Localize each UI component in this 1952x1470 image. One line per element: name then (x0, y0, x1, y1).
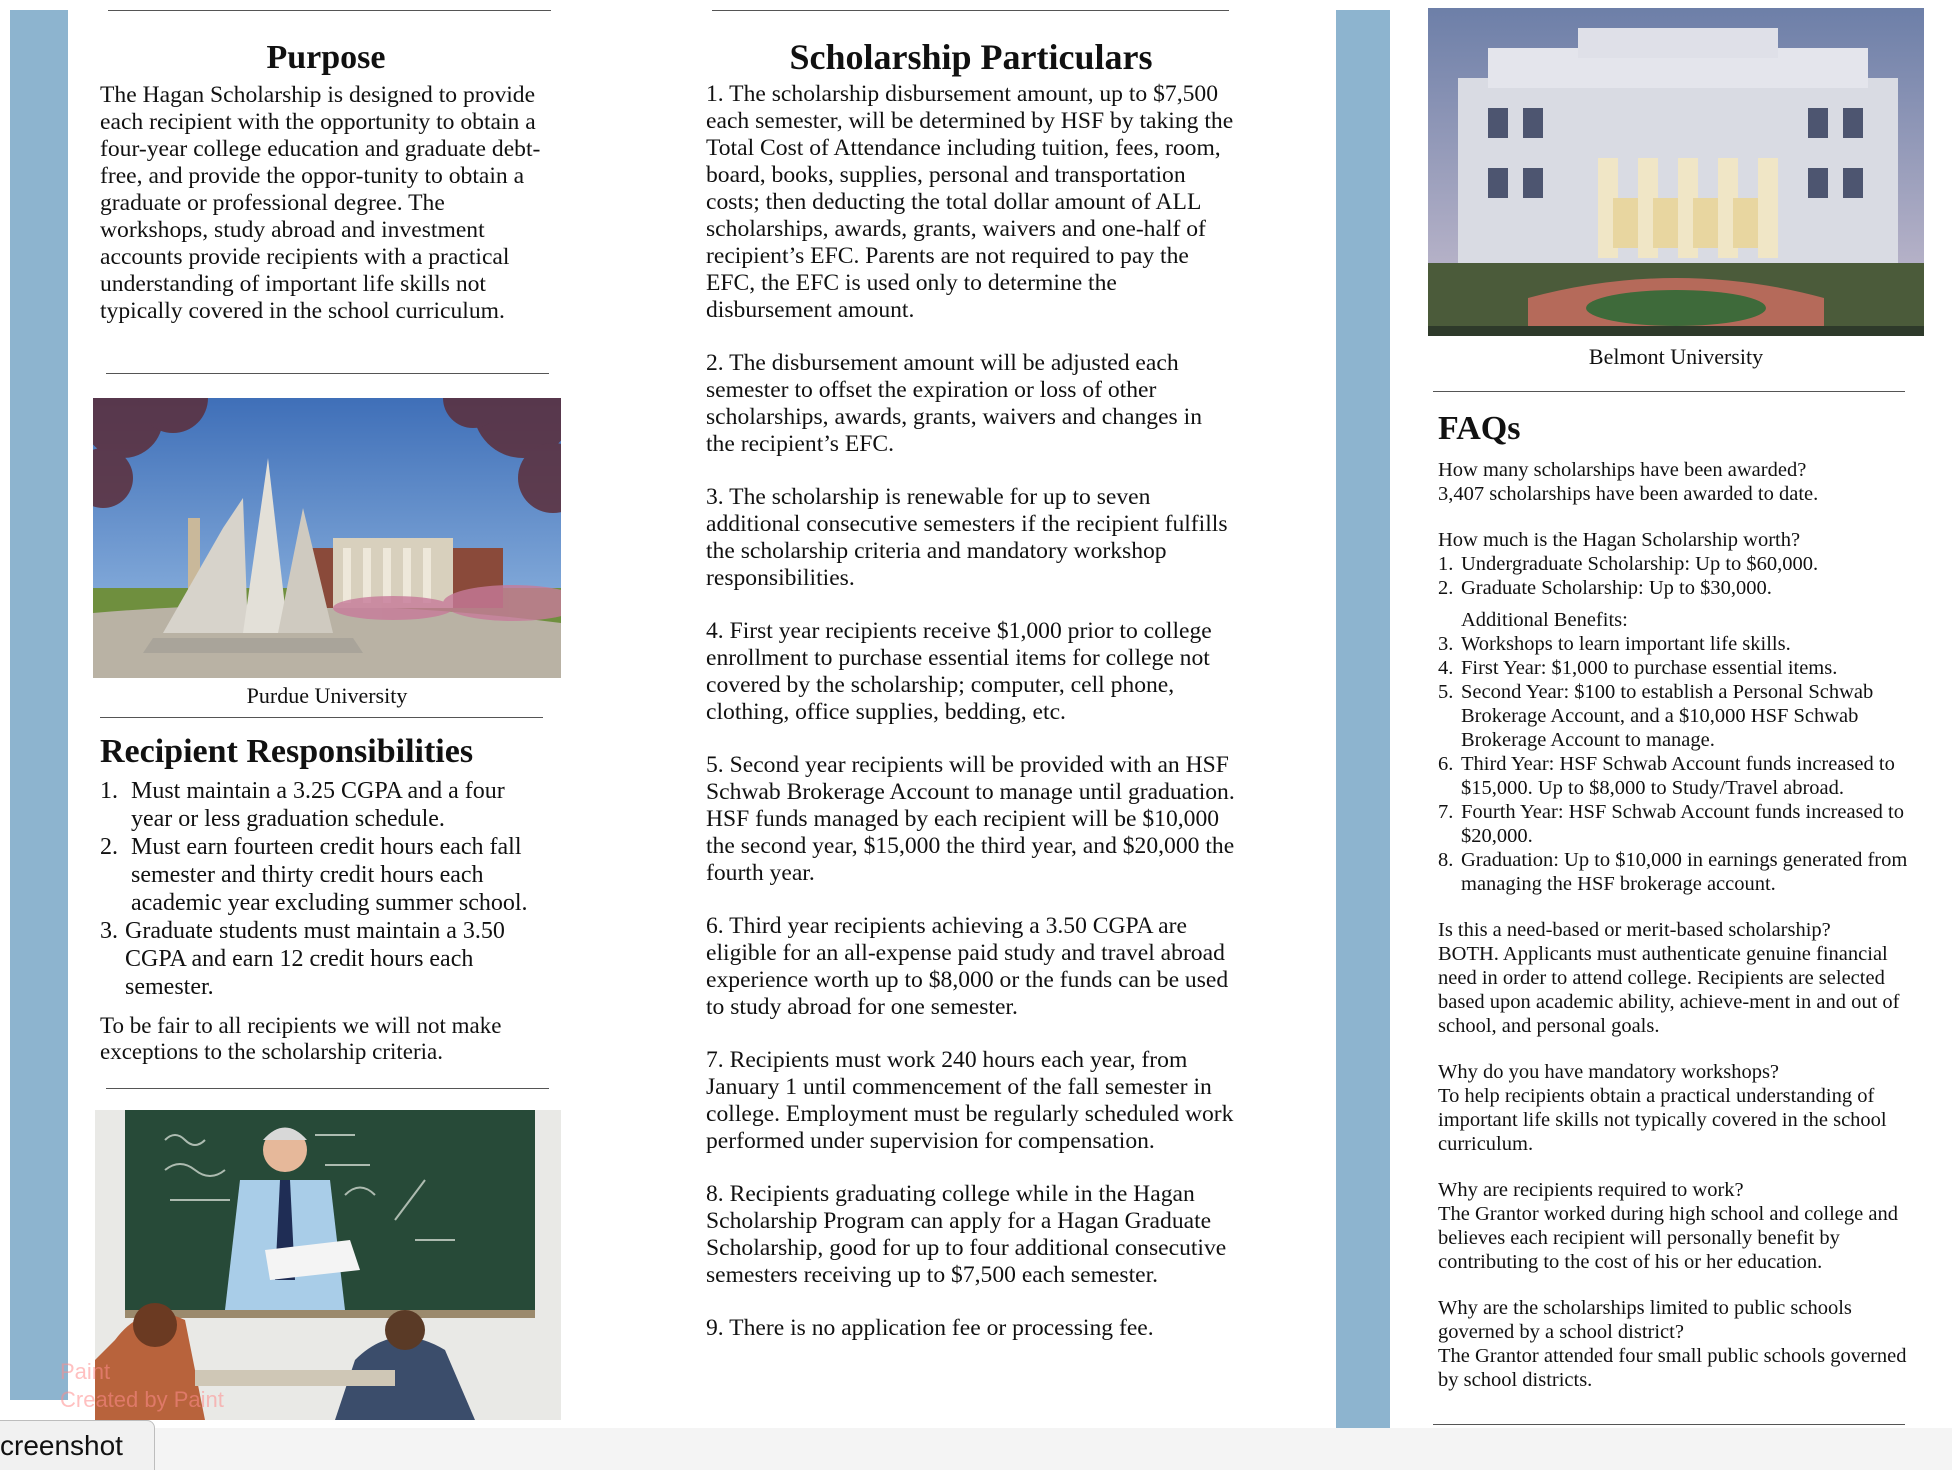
purdue-university-caption: Purdue University (246, 683, 408, 708)
list-item: 2. The disbursement amount will be adjusted each semester to offset the expiration or loss of other scholarships, awards, grants, waivers and changes in the recipient’s EFC. (706, 350, 1202, 457)
list-item: 3. Graduate students must maintain a 3.50 CGPA and earn 12 credit hours each semester. (100, 918, 505, 1000)
list-item: 6. Third Year: HSF Schwab Account funds increased to $15,000. Up to $8,000 to Study/Travel abroad. (1438, 753, 1895, 799)
list-item: 2. Must earn fourteen credit hours each fall semester and thirty credit hours each academic year excluding summer school. (100, 834, 528, 916)
list-item: 8. Graduation: Up to $10,000 in earnings generated from managing the HSF brokerage account. (1438, 849, 1908, 895)
faq-item (1438, 918, 1930, 1038)
additional-benefits-label: Additional Benefits: (1461, 609, 1628, 631)
belmont-university-caption: Belmont University (1588, 344, 1764, 369)
purdue-university-photo (93, 398, 561, 678)
list-item: 7. Fourth Year: HSF Schwab Account funds increased to $20,000. (1438, 801, 1904, 847)
divider (108, 10, 551, 11)
paint-watermark: Paint Created by Paint (60, 1359, 224, 1412)
particulars-title: Scholarship Particulars (789, 37, 1153, 77)
divider (100, 717, 543, 718)
recipient-responsibilities-section (100, 733, 552, 1065)
list-item: 4. First year recipients receive $1,000 prior to college enrollment to purchase essential items for college not covered by the scholarship; computer, cell phone, clothing, office supplies, bedding, etc. (706, 618, 1212, 725)
faq-item (1438, 1178, 1930, 1274)
faq-answer: The Grantor attended four small public schools governed by school districts. (1438, 1345, 1907, 1391)
list-item: 5. Second year recipients will be provided with an HSF Schwab Brokerage Account to manage until graduation. HSF funds managed by each recipient will be $10,000 the second year, $15,000 the third year, and $20,000 the fourth year. (706, 752, 1235, 886)
list-item: 6. Third year recipients achieving a 3.50 CGPA are eligible for an all-expense paid study and travel abroad experience worth up to $8,000 or the funds can be used to study abroad for one semester. (706, 913, 1229, 1020)
divider (106, 1088, 549, 1089)
faq-question: Why are recipients required to work? (1438, 1179, 1744, 1201)
list-item: 4. First Year: $1,000 to purchase essential items. (1438, 657, 1838, 679)
faq-answer: 3,407 scholarships have been awarded to date. (1438, 483, 1819, 505)
faq-section (1438, 410, 1930, 1392)
faq-list (1438, 458, 1930, 1392)
faq-question: Is this a need-based or merit-based scholarship? (1438, 919, 1831, 941)
list-item: 3. Workshops to learn important life skills. (1438, 633, 1791, 655)
faq-question: How much is the Hagan Scholarship worth? (1438, 529, 1801, 551)
divider (1433, 391, 1905, 392)
responsibilities-title: Recipient Responsibilities (100, 733, 474, 770)
belmont-university-photo (1428, 8, 1924, 336)
list-item: 1. The scholarship disbursement amount, up to $7,500 each semester, will be determined by HSF by taking the Total Cost of Attendance including tuition, fees, room, board, books, supplies, personal and transportation costs; then deducting the total dollar amount of ALL scholarships, awards, grants, waivers and one-half of recipient’s EFC. Parents are not required to pay the EFC, the EFC is used only to determine the disbursement amount. (706, 81, 1234, 323)
divider (712, 10, 1229, 11)
faq-question: Why are the scholarships limited to public schools governed by a school district? (1438, 1297, 1852, 1343)
faq-answer: To help recipients obtain a practical understanding of important life skills not typically covered in the school curriculum. (1438, 1085, 1887, 1155)
particulars-list (706, 81, 1236, 1342)
divider (106, 373, 549, 374)
fairness-note: To be fair to all recipients we will not make exceptions to the scholarship criteria. (100, 1013, 502, 1064)
faq-title: FAQs (1438, 410, 1521, 447)
screenshot-tab[interactable]: creenshot (0, 1420, 155, 1470)
list-item: 5. Second Year: $100 to establish a Personal Schwab Brokerage Account, and a $10,000 HSF Schwab Brokerage Account to manage. (1438, 681, 1874, 751)
right-blue-bar (1336, 10, 1390, 1430)
benefits-list (1438, 632, 1930, 896)
list-item: 2. Graduate Scholarship: Up to $30,000. (1438, 577, 1772, 599)
faq-answer: BOTH. Applicants must authenticate genuine financial need in order to attend college. Recipients are selected based upon academic ability, achieve-ment in and out of school, and personal goals. (1438, 943, 1900, 1037)
list-item: 7. Recipients must work 240 hours each year, from January 1 until commencement of the fall semester in college. Employment must be regularly scheduled work performed under supervision for compensation. (706, 1047, 1234, 1154)
purpose-section (100, 38, 552, 325)
worth-list (1438, 552, 1930, 600)
list-item: 3. The scholarship is renewable for up to seven additional consecutive semesters if the recipient fulfills the scholarship criteria and mandatory workshop responsibilities. (706, 484, 1228, 591)
faq-question: How many scholarships have been awarded? (1438, 459, 1807, 481)
faq-item (1438, 458, 1930, 506)
faq-item (1438, 1060, 1930, 1156)
faq-question: Why do you have mandatory workshops? (1438, 1061, 1780, 1083)
responsibilities-list (100, 777, 552, 1001)
scholarship-particulars-section (706, 37, 1236, 1368)
faq-item (1438, 1296, 1930, 1392)
faq-item (1438, 528, 1930, 896)
purpose-text: The Hagan Scholarship is designed to provide each recipient with the opportunity to obtain a four-year college education and graduate debt-free, and provide the oppor-tunity to obtain a graduate or professional degree. The workshops, study abroad and investment accounts provide recipients with a practical understanding of important life skills not typically covered in the school curriculum. (100, 82, 541, 324)
faq-answer: The Grantor worked during high school and college and believes each recipient will personally benefit by contributing to the cost of his or her education. (1438, 1203, 1898, 1273)
bottom-strip (0, 1428, 1952, 1470)
list-item: 8. Recipients graduating college while in the Hagan Scholarship Program can apply for a Hagan Graduate Scholarship, good for up to four additional consecutive semesters receiving up to $7,500 each semester. (706, 1181, 1227, 1288)
purpose-title: Purpose (266, 39, 386, 76)
divider (1433, 1424, 1905, 1425)
list-item: 1. Must maintain a 3.25 CGPA and a four year or less graduation schedule. (100, 778, 505, 832)
left-blue-bar (10, 10, 68, 1400)
list-item: 1. Undergraduate Scholarship: Up to $60,000. (1438, 553, 1819, 575)
list-item: 9. There is no application fee or processing fee. (706, 1315, 1154, 1341)
